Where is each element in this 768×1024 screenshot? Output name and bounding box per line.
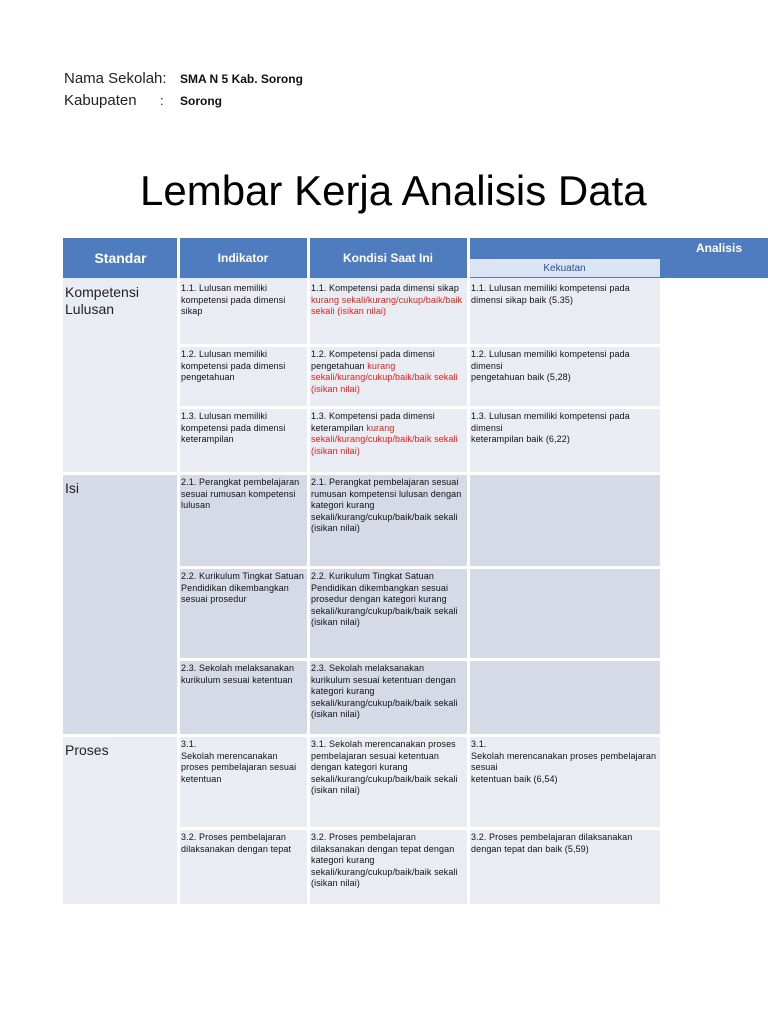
header-standar: Standar xyxy=(63,238,178,278)
kondisi-2-1: 2.1. Perangkat pembelajaran sesuai rumusan kompetensi lulusan dengan kategori kurang sekali/kurang/cukup/baik/baik sekali (isikan nilai) xyxy=(311,477,462,534)
school-name-row xyxy=(64,70,303,92)
kondisi-1-1 xyxy=(309,280,467,321)
kekuatan-1-2 xyxy=(469,346,659,387)
district-label: Kabupaten xyxy=(64,92,137,109)
school-info xyxy=(64,70,303,114)
grid-hline xyxy=(177,827,661,830)
school-name-label: Nama Sekolah: xyxy=(64,70,167,87)
indikator-1-1: 1.1. Lulusan memiliki kompetensi pada dimensi sikap xyxy=(181,283,286,317)
kondisi-2-3: 2.3. Sekolah melaksanakan kurikulum sesuai ketentuan dengan kategori kurang sekali/kurang/cukup/baik/baik sekali (isikan nilai) xyxy=(311,663,458,720)
analysis-table xyxy=(63,238,768,908)
kekuatan-3-2: 3.2. Proses pembelajaran dilaksanakan dengan tepat dan baik (5,59) xyxy=(471,832,633,854)
kekuatan-1-2-line1: 1.2. Lulusan memiliki kompetensi pada dimensi xyxy=(471,349,630,371)
kondisi-1-3-options: kurang sekali/kurang/cukup/baik/baik sekali (isikan nilai) xyxy=(311,422,458,456)
standard-proses: Proses xyxy=(65,742,109,758)
kekuatan-3-1 xyxy=(469,736,659,788)
district-colon: : xyxy=(160,93,164,108)
school-name-value: SMA N 5 Kab. Sorong xyxy=(180,72,303,86)
kondisi-1-3-text: 1.3. Kompetensi pada dimensi keterampilan xyxy=(311,411,435,433)
kondisi-1-3 xyxy=(309,408,467,460)
page-title: Lembar Kerja Analisis Data xyxy=(140,167,647,214)
kondisi-1-2-text: 1.2. Kompetensi pada dimensi pengetahuan xyxy=(311,349,435,371)
kekuatan-1-3-line2: keterampilan baik (6,22) xyxy=(471,434,570,445)
grid-vline xyxy=(467,238,470,908)
grid-vline xyxy=(177,238,180,908)
grid-hline xyxy=(63,734,661,737)
grid-vline xyxy=(307,238,310,908)
header-analisis: Analisis xyxy=(468,238,768,258)
kekuatan-1-2-line2: pengetahuan baik (5,28) xyxy=(471,372,571,383)
header-kondisi: Kondisi Saat Ini xyxy=(308,238,468,278)
kondisi-1-2-options: kurang sekali/kurang/cukup/baik/baik sekali (isikan nilai) xyxy=(311,360,458,394)
grid-vline xyxy=(660,278,663,908)
kondisi-1-2 xyxy=(309,346,467,398)
kekuatan-1-1: 1.1. Lulusan memiliki kompetensi pada dimensi sikap baik (5.35) xyxy=(471,283,630,305)
district-row xyxy=(64,92,303,114)
standard-isi: Isi xyxy=(65,480,79,496)
grid-hline xyxy=(177,344,661,347)
kondisi-1-1-options: kurang sekali/kurang/cukup/baik/baik sekali (isikan nilai) xyxy=(311,294,463,317)
indikator-1-2: 1.2. Lulusan memiliki kompetensi pada dimensi pengetahuan xyxy=(181,349,286,383)
indikator-3-1-line1: 3.1. xyxy=(181,739,197,749)
indikator-2-1: 2.1. Perangkat pembelajaran sesuai rumusan kompetensi lulusan xyxy=(181,477,300,511)
indikator-3-1-line2: Sekolah merencanakan proses pembelajaran sesuai xyxy=(181,750,297,773)
district-value: Sorong xyxy=(180,94,222,108)
kekuatan-3-1-line2: Sekolah merencanakan proses pembelajaran sesuai xyxy=(471,750,657,773)
kondisi-3-1: 3.1. Sekolah merencanakan proses pembelajaran sesuai ketentuan dengan kategori kurang sekali/kurang/cukup/baik/baik sekali (isikan nilai) xyxy=(311,739,458,796)
indikator-1-3: 1.3. Lulusan memiliki kompetensi pada dimensi keterampilan xyxy=(181,411,286,445)
kekuatan-1-3 xyxy=(469,408,659,449)
header-indikator: Indikator xyxy=(178,238,308,278)
header-kekuatan: Kekuatan xyxy=(468,258,661,278)
indikator-3-1 xyxy=(179,736,307,788)
kondisi-3-2: 3.2. Proses pembelajaran dilaksanakan dengan tepat dengan kategori kurang sekali/kurang/cukup/baik/baik sekali (isikan nilai) xyxy=(311,832,458,889)
kekuatan-1-3-line1: 1.3. Lulusan memiliki kompetensi pada dimensi xyxy=(471,411,630,433)
grid-hline xyxy=(177,406,661,409)
indikator-3-1-line3: ketentuan xyxy=(181,773,222,784)
indikator-2-2 xyxy=(179,568,307,609)
indikator-2-2-line1: 2.2. Kurikulum Tingkat Satuan Pendidikan dikembangkan xyxy=(181,571,304,593)
kekuatan-3-1-line3: ketentuan baik (6,54) xyxy=(471,773,558,784)
header-analisis-right xyxy=(660,258,768,278)
kondisi-2-2: 2.2. Kurikulum Tingkat Satuan Pendidikan dikembangkan sesuai prosedur dengan kategori kurang sekali/kurang/cukup/baik/baik sekali (isikan nilai) xyxy=(311,571,458,628)
grid-hline xyxy=(177,566,661,569)
indikator-2-2-line2: sesuai prosedur xyxy=(181,594,247,605)
kondisi-1-1-text: 1.1. Kompetensi pada dimensi sikap xyxy=(311,283,459,293)
indikator-2-3: 2.3. Sekolah melaksanakan kurikulum sesuai ketentuan xyxy=(181,663,295,685)
kekuatan-3-1-line1: 3.1. xyxy=(471,739,487,749)
grid-hline xyxy=(63,472,661,475)
grid-hline xyxy=(177,658,661,661)
indikator-3-2: 3.2. Proses pembelajaran dilaksanakan dengan tepat xyxy=(181,832,292,854)
standard-kompetensi-lulusan: Kompetensi Lulusan xyxy=(65,284,139,317)
